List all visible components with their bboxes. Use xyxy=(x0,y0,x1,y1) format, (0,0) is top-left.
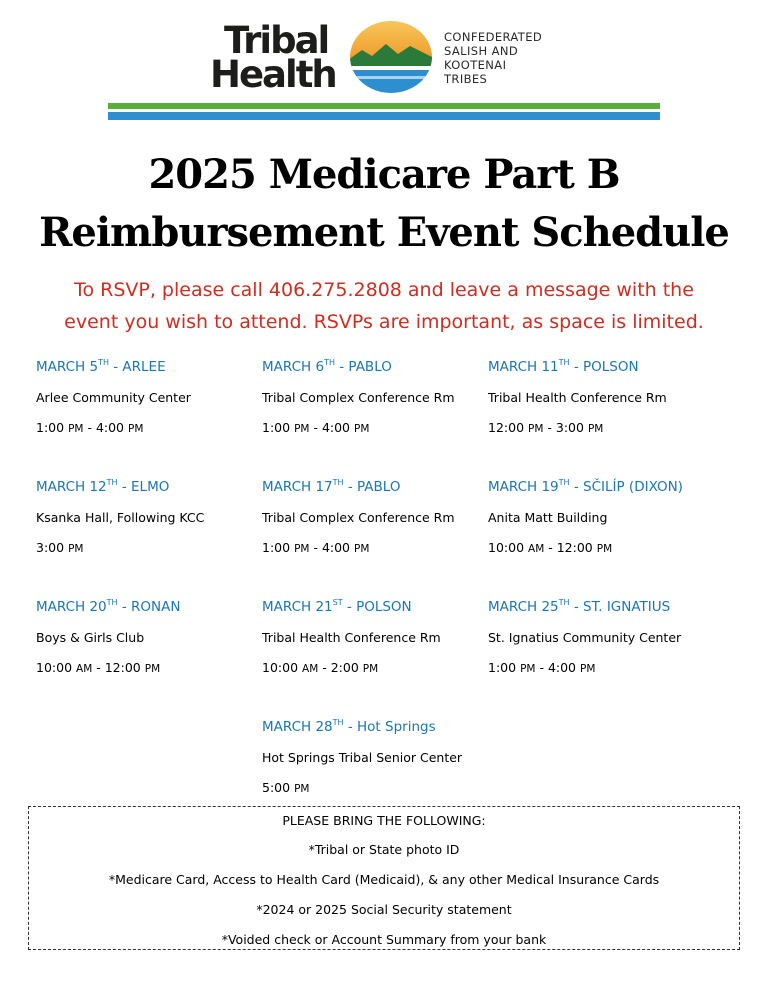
bring-item: *Medicare Card, Access to Health Card (Medicaid), & any other Medical Insurance Cards xyxy=(108,872,660,887)
logo-word-health: Health xyxy=(210,53,336,96)
page-title-line-2: Reimbursement Event Schedule xyxy=(39,209,729,256)
event-location: Anita Matt Building xyxy=(488,510,608,525)
event-march-19 xyxy=(488,479,683,560)
bring-title: PLEASE BRING THE FOLLOWING: xyxy=(282,813,486,828)
event-time: 3:00 PM xyxy=(36,540,84,555)
logo-tribes-line: KOOTENAI xyxy=(444,58,507,72)
event-time: 10:00 AM - 2:00 PM xyxy=(262,660,379,675)
logo-tribes-line: CONFEDERATED xyxy=(444,30,543,44)
bring-item: *Voided check or Account Summary from your bank xyxy=(221,932,547,947)
tribal-health-logo xyxy=(210,18,570,98)
logo-word-tribal: Tribal xyxy=(224,19,329,62)
bring-item: *2024 or 2025 Social Security statement xyxy=(256,902,512,917)
rsvp-line-2: event you wish to attend. RSVPs are important, as space is limited. xyxy=(64,311,704,333)
event-location: Boys & Girls Club xyxy=(36,630,145,645)
event-time: 1:00 PM - 4:00 PM xyxy=(262,540,370,555)
event-heading: MARCH 5TH - ARLEE xyxy=(36,358,166,375)
event-time: 10:00 AM - 12:00 PM xyxy=(488,540,613,555)
rsvp-line-1: To RSVP, please call 406.275.2808 and leave a message with the xyxy=(74,279,694,301)
event-location: Tribal Health Conference Rm xyxy=(488,390,667,405)
event-heading: MARCH 11TH - POLSON xyxy=(488,358,639,375)
event-heading: MARCH 12TH - ELMO xyxy=(36,478,170,495)
rsvp-notice xyxy=(0,274,768,338)
event-heading: MARCH 17TH - PABLO xyxy=(262,478,401,495)
event-location: Arlee Community Center xyxy=(36,390,191,405)
event-location: Tribal Complex Conference Rm xyxy=(262,390,455,405)
event-march-17 xyxy=(262,479,455,560)
event-heading: MARCH 28TH - Hot Springs xyxy=(262,718,436,735)
event-march-28 xyxy=(262,719,462,800)
event-march-12 xyxy=(36,479,204,560)
event-march-6 xyxy=(262,359,455,440)
logo-tribes-text xyxy=(444,30,542,86)
event-time: 12:00 PM - 3:00 PM xyxy=(488,420,604,435)
logo-tribes-line: TRIBES xyxy=(444,72,488,86)
event-march-11 xyxy=(488,359,667,440)
event-march-25 xyxy=(488,599,681,680)
event-time: 1:00 PM - 4:00 PM xyxy=(488,660,596,675)
event-time: 10:00 AM - 12:00 PM xyxy=(36,660,161,675)
event-location: St. Ignatius Community Center xyxy=(488,630,682,645)
event-heading: MARCH 25TH - ST. IGNATIUS xyxy=(488,598,671,615)
event-march-21 xyxy=(262,599,441,680)
sun-mountain-emblem-icon xyxy=(348,20,434,94)
event-heading: MARCH 20TH - RONAN xyxy=(36,598,181,615)
event-heading: MARCH 19TH - SČILÍP (DIXON) xyxy=(488,478,683,495)
event-march-20 xyxy=(36,599,180,680)
event-location: Tribal Complex Conference Rm xyxy=(262,510,455,525)
bring-item: *Tribal or State photo ID xyxy=(308,842,460,857)
page-title-line-1: 2025 Medicare Part B xyxy=(148,151,620,198)
green-divider-band xyxy=(108,103,660,109)
event-heading: MARCH 21ST - POLSON xyxy=(262,598,412,615)
bring-items-box xyxy=(28,806,740,950)
event-location: Tribal Health Conference Rm xyxy=(262,630,441,645)
event-time: 1:00 PM - 4:00 PM xyxy=(36,420,144,435)
blue-divider-band xyxy=(108,112,660,120)
event-time: 1:00 PM - 4:00 PM xyxy=(262,420,370,435)
event-location: Ksanka Hall, Following KCC xyxy=(36,510,205,525)
event-march-5 xyxy=(36,359,191,440)
event-time: 5:00 PM xyxy=(262,780,310,795)
logo-tribes-line: SALISH AND xyxy=(444,44,519,58)
event-location: Hot Springs Tribal Senior Center xyxy=(262,750,463,765)
event-heading: MARCH 6TH - PABLO xyxy=(262,358,392,375)
